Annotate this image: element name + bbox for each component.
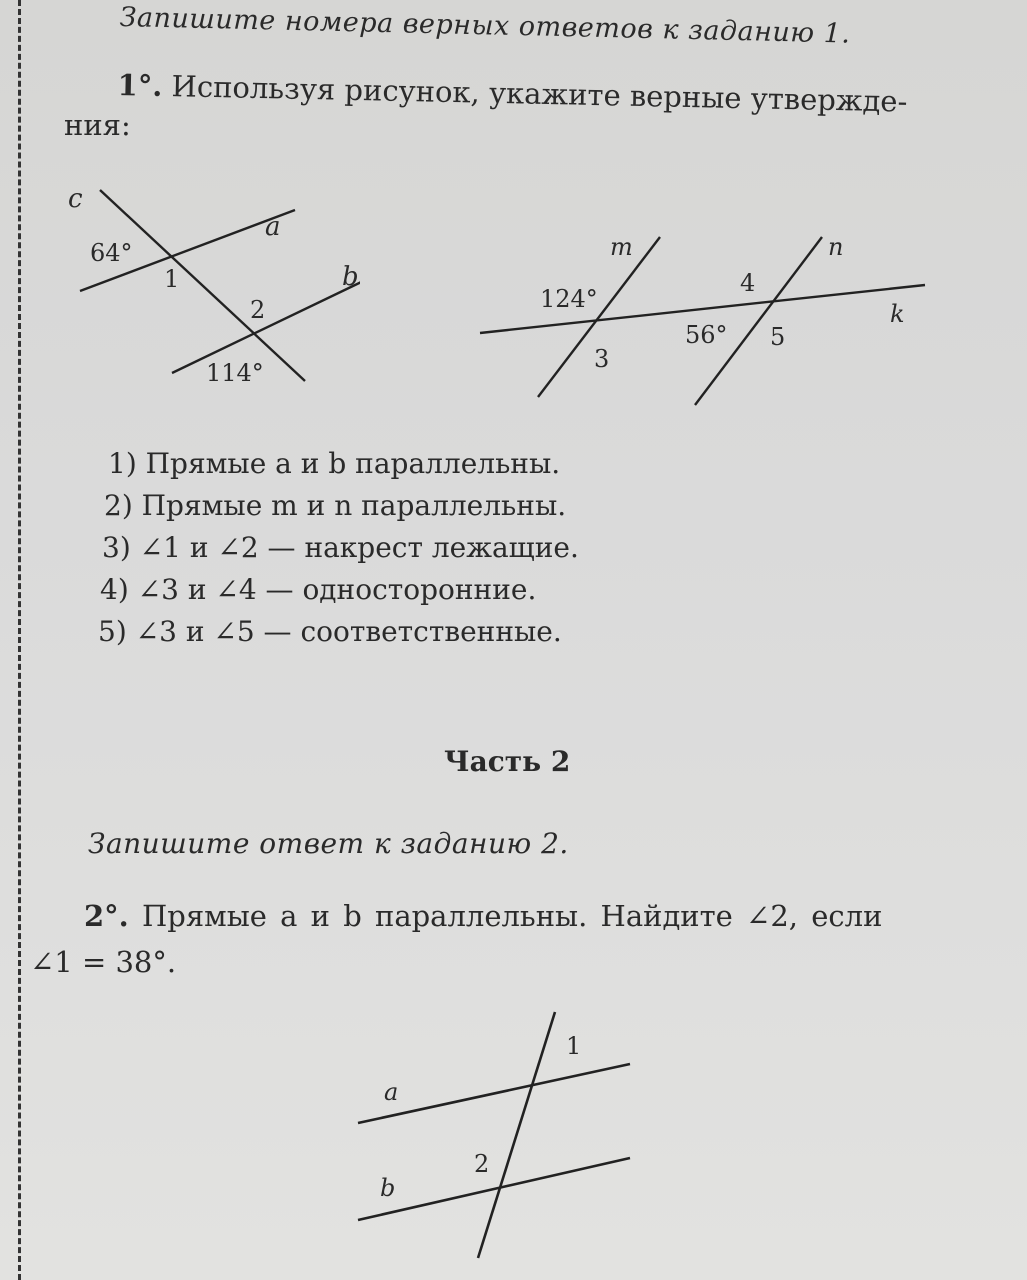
fig2-label-3: 3 xyxy=(594,345,610,373)
fig1-angle-64: 64° xyxy=(90,239,133,267)
fig1-label-1: 1 xyxy=(164,265,180,293)
fig2-label-5: 5 xyxy=(770,323,786,351)
task2-line2: ∠1 = 38°. xyxy=(30,945,177,979)
fig3-label-1: 1 xyxy=(566,1032,582,1060)
option-2: 2) Прямые m и n параллельны. xyxy=(104,489,567,522)
fig2-label-n: n xyxy=(828,233,844,261)
fig3-label-b: b xyxy=(380,1174,396,1202)
line-b xyxy=(172,273,360,373)
task2-text-1: Прямые a и b параллельны. Найдите ∠2, если xyxy=(142,899,883,933)
option-1: 1) Прямые a и b параллельны. xyxy=(108,447,561,480)
fig1-label-a: a xyxy=(265,212,281,242)
task1-text-1: Используя рисунок, укажите верные утвержде- xyxy=(171,69,908,119)
fig1-label-2: 2 xyxy=(250,296,266,324)
option-4: 4) ∠3 и ∠4 — односторонние. xyxy=(100,573,537,606)
option-5: 5) ∠3 и ∠5 — соответственные. xyxy=(98,615,562,648)
fig2-label-4: 4 xyxy=(740,269,756,297)
line-m xyxy=(538,237,660,397)
transversal-line xyxy=(478,1012,555,1258)
instruction-1: Запишите номера верных ответов к заданию 1. xyxy=(119,2,851,50)
fig2-angle-56: 56° xyxy=(685,321,728,349)
task1-line2: ния: xyxy=(64,108,131,142)
fig1-label-c: c xyxy=(68,185,83,214)
line-a xyxy=(358,1064,630,1123)
fig1-angle-114: 114° xyxy=(206,359,264,387)
fig1-label-b: b xyxy=(342,262,359,292)
fig2-angle-124: 124° xyxy=(540,285,598,313)
fig2-label-k: k xyxy=(890,300,905,328)
cut-line xyxy=(18,0,21,1280)
fig2-label-m: m xyxy=(610,233,633,261)
figure-1 xyxy=(60,185,360,395)
figure-2 xyxy=(470,225,940,410)
task2-number: 2°. xyxy=(84,899,129,933)
figure-3 xyxy=(350,1010,650,1265)
instruction-2: Запишите ответ к заданию 2. xyxy=(88,827,569,860)
option-3: 3) ∠1 и ∠2 — накрест лежащие. xyxy=(102,531,579,564)
part2-title: Часть 2 xyxy=(444,745,571,778)
fig3-label-a: a xyxy=(384,1078,399,1106)
task1-line1 xyxy=(117,68,907,119)
fig3-label-2: 2 xyxy=(474,1150,490,1178)
task1-number: 1°. xyxy=(117,68,163,103)
task2-line1 xyxy=(84,899,882,933)
